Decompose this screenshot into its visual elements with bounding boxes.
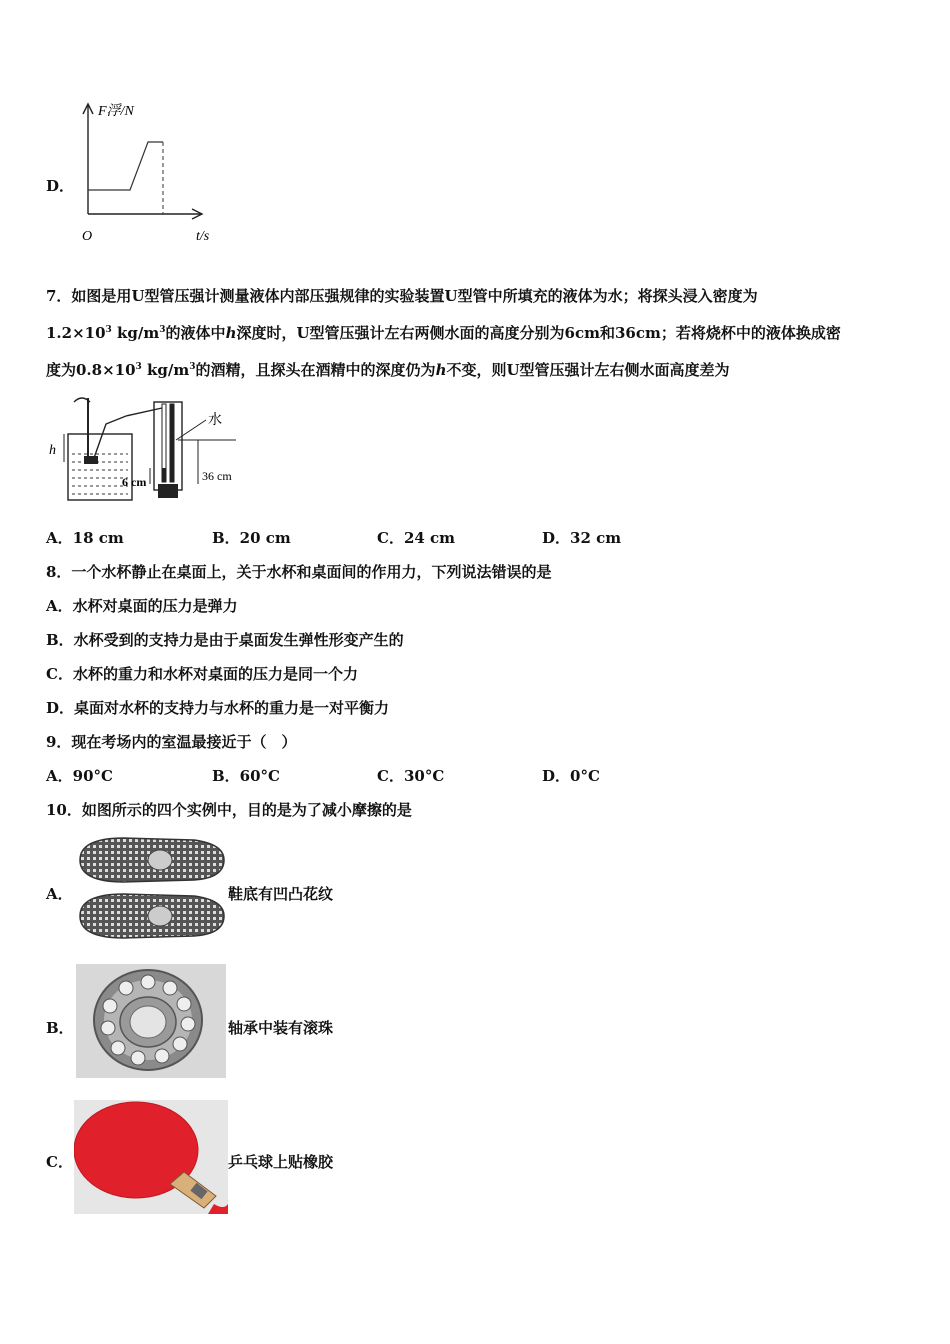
q6-option-d-label: D． bbox=[46, 177, 75, 195]
u-tube-manometer-figure bbox=[46, 394, 256, 506]
q9-option-b[interactable]: B．60°C bbox=[212, 767, 280, 785]
q9-option-c[interactable]: C．30°C bbox=[377, 767, 445, 785]
q10-option-a-caption: 鞋底有凹凸花纹 bbox=[228, 885, 334, 903]
label-water: 水 bbox=[208, 413, 222, 428]
x-axis-label: t/s bbox=[196, 229, 210, 244]
q8-stem: 8．一个水杯静止在桌面上，关于水杯和桌面间的作用力，下列说法错误的是 bbox=[46, 563, 552, 581]
q10-option-b-letter[interactable]: B． bbox=[46, 1019, 74, 1037]
q7-option-b[interactable]: B．20 cm bbox=[212, 529, 291, 547]
manometer-base bbox=[158, 484, 178, 498]
force-curve bbox=[88, 142, 163, 190]
label-6cm: 6 cm bbox=[122, 475, 147, 489]
y-axis-label: F浮/N bbox=[98, 104, 134, 119]
q7-stem-line3: 度为$0.8\times 10^3$ $kg/m^3$的酒精，且探头在酒精中的深度仍为h不变，则U型管压强计左右侧水面高度差为 bbox=[46, 361, 730, 379]
probe-head bbox=[84, 456, 98, 464]
shoe-sole-image bbox=[74, 832, 228, 946]
q8-option-a[interactable]: A．水杯对桌面的压力是弹力 bbox=[46, 597, 238, 615]
q9-option-d[interactable]: D．0°C bbox=[542, 767, 600, 785]
q7-option-c[interactable]: C．24 cm bbox=[377, 529, 456, 547]
q10-stem: 10．如图所示的四个实例中，目的是为了减小摩擦的是 bbox=[46, 801, 412, 819]
label-h: h bbox=[49, 443, 56, 458]
q6-force-time-graph bbox=[74, 96, 234, 246]
q8-option-c[interactable]: C．水杯的重力和水杯对桌面的压力是同一个力 bbox=[46, 665, 358, 683]
label-36cm: 36 cm bbox=[202, 469, 232, 483]
ping-pong-paddle-image bbox=[74, 1100, 228, 1214]
q10-option-c-letter[interactable]: C． bbox=[46, 1153, 73, 1171]
q10-option-b-caption: 轴承中装有滚珠 bbox=[228, 1019, 334, 1037]
q7-stem-line2: $1.2\times 10^3$ $kg/m^3$的液体中h深度时，U型管压强计左右两侧水面的高度分别为6cm和36cm；若将烧杯中的液体换成密 bbox=[46, 324, 841, 342]
manometer-board bbox=[154, 402, 182, 490]
rubber-tube bbox=[94, 408, 162, 458]
q7-option-d[interactable]: D．32 cm bbox=[542, 529, 622, 547]
manometer-right-column bbox=[170, 404, 174, 482]
origin-label: O bbox=[82, 229, 93, 244]
q7-stem-line1: 7．如图是用U型管压强计测量液体内部压强规律的实验装置U型管中所填充的液体为水；将探头浸入密度为 bbox=[46, 287, 758, 305]
q10-option-c-caption: 乒乓球上贴橡胶 bbox=[228, 1153, 334, 1171]
q7-option-a[interactable]: A．18 cm bbox=[46, 529, 124, 547]
q9-stem: 9．现在考场内的室温最接近于（ ） bbox=[46, 733, 297, 751]
ball-bearing-image bbox=[76, 964, 226, 1078]
q10-option-a-letter[interactable]: A． bbox=[46, 885, 73, 903]
q9-option-a[interactable]: A．90°C bbox=[46, 767, 113, 785]
q8-option-b[interactable]: B．水杯受到的支持力是由于桌面发生弹性形变产生的 bbox=[46, 631, 404, 649]
q8-option-d[interactable]: D．桌面对水杯的支持力与水杯的重力是一对平衡力 bbox=[46, 699, 390, 717]
